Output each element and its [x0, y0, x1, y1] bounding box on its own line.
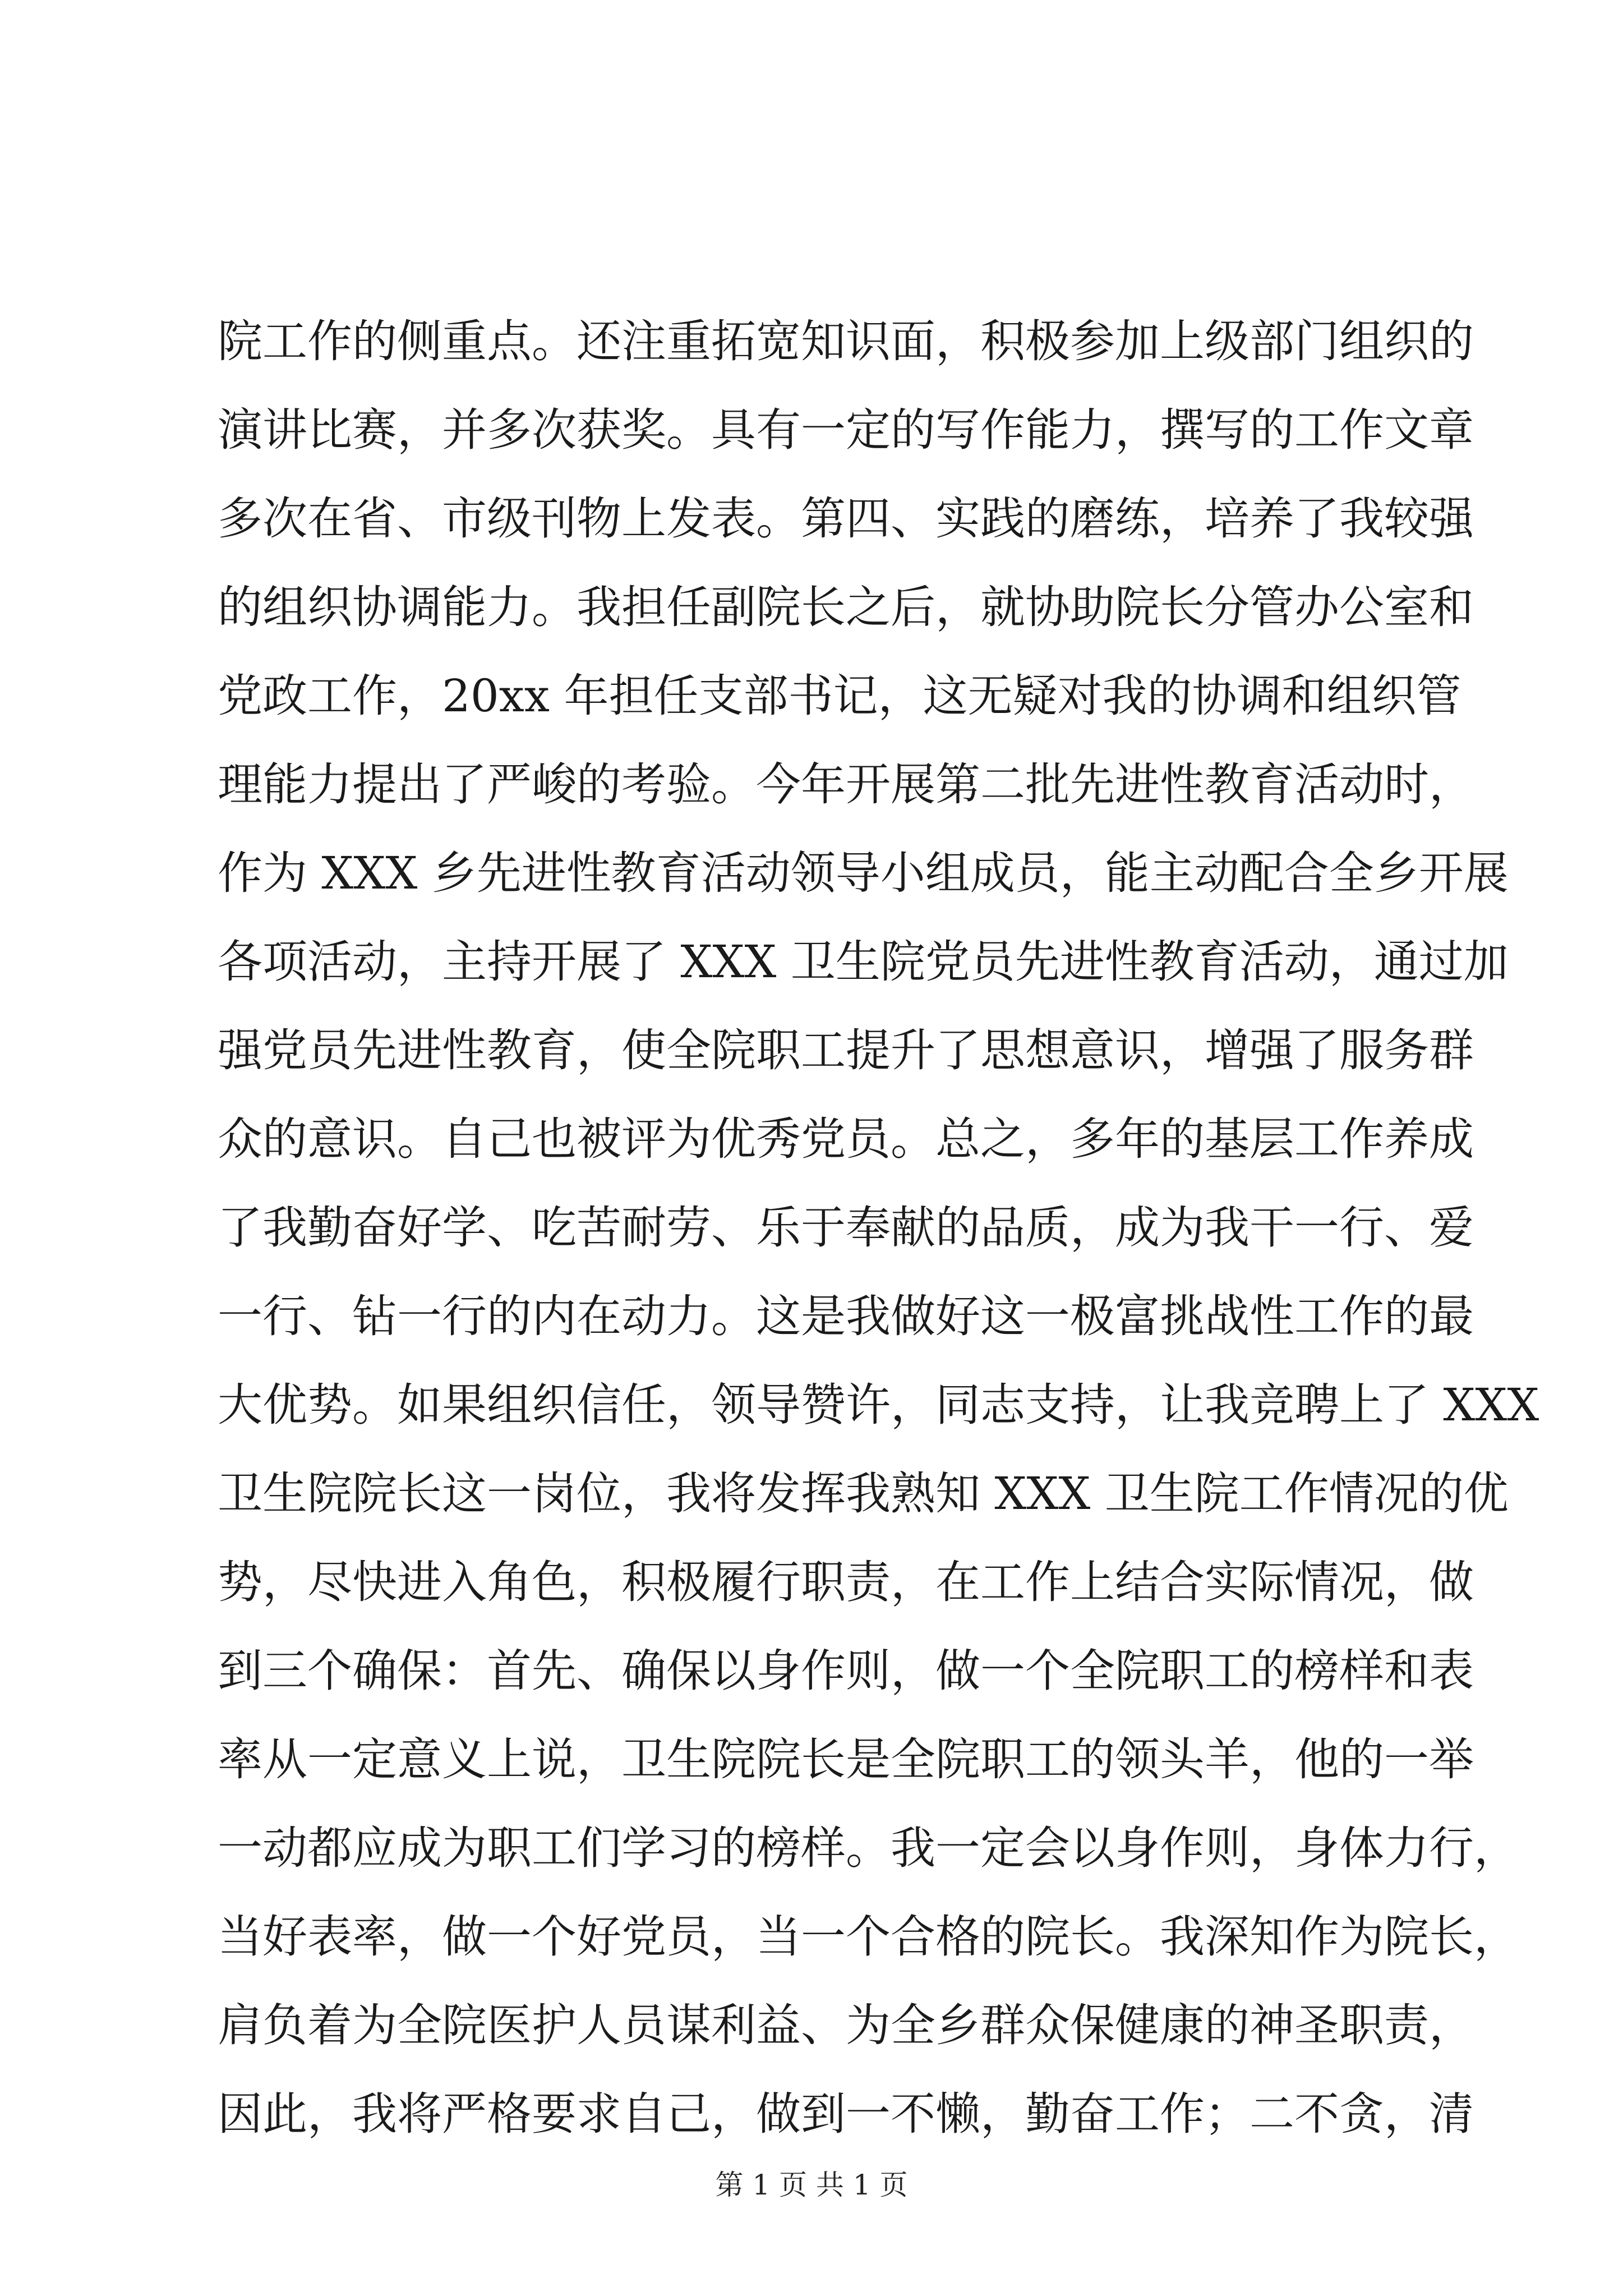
text-line: 因此，我将严格要求自己，做到一不懒，勤奋工作；二不贪，清: [218, 2088, 1474, 2140]
text-line: 一行、钻一行的内在动力。这是我做好这一极富挑战性工作的最: [218, 1290, 1474, 1342]
page-footer: 第 1 页 共 1 页: [715, 2169, 908, 2201]
text-line: 众的意识。自己也被评为优秀党员。总之，多年的基层工作养成: [218, 1113, 1474, 1165]
text-line: 多次在省、市级刊物上发表。第四、实践的磨练，培养了我较强: [218, 493, 1474, 545]
text-line: 的组织协调能力。我担任副院长之后，就协助院长分管办公室和: [218, 581, 1474, 633]
text-line: 强党员先进性教育，使全院职工提升了思想意识，增强了服务群: [218, 1024, 1474, 1076]
text-line: 势，尽快进入角色，积极履行职责，在工作上结合实际情况，做: [218, 1556, 1474, 1608]
text-line: 作为 XXX 乡先进性教育活动领导小组成员，能主动配合全乡开展: [218, 847, 1509, 899]
body-text: [218, 297, 1539, 2159]
text-line: 到三个确保：首先、确保以身作则，做一个全院职工的榜样和表: [218, 1645, 1474, 1697]
text-line: 肩负着为全院医护人员谋利益、为全乡群众保健康的神圣职责，: [218, 1999, 1474, 2051]
text-line: 了我勤奋好学、吃苦耐劳、乐于奉献的品质，成为我干一行、爱: [218, 1202, 1474, 1254]
text-line: 卫生院院长这一岗位，我将发挥我熟知 XXX 卫生院工作情况的优: [218, 1467, 1509, 1520]
text-line: 一动都应成为职工们学习的榜样。我一定会以身作则，身体力行，: [218, 1822, 1519, 1874]
text-line: 党政工作，20xx 年担任支部书记，这无疑对我的协调和组织管: [218, 670, 1461, 722]
text-line: 演讲比赛，并多次获奖。具有一定的写作能力，撰写的工作文章: [218, 404, 1474, 456]
text-line: 理能力提出了严峻的考验。今年开展第二批先进性教育活动时，: [218, 758, 1474, 811]
text-line: 各项活动，主持开展了 XXX 卫生院党员先进性教育活动，通过加: [218, 936, 1509, 988]
text-line: 率从一定意义上说，卫生院院长是全院职工的领头羊，他的一举: [218, 1733, 1474, 1786]
text-line: 大优势。如果组织信任，领导赞许，同志支持，让我竞聘上了 XXX: [218, 1379, 1539, 1431]
text-line: 当好表率，做一个好党员，当一个合格的院长。我深知作为院长，: [218, 1911, 1519, 1963]
text-line: 院工作的侧重点。还注重拓宽知识面，积极参加上级部门组织的: [218, 315, 1474, 367]
